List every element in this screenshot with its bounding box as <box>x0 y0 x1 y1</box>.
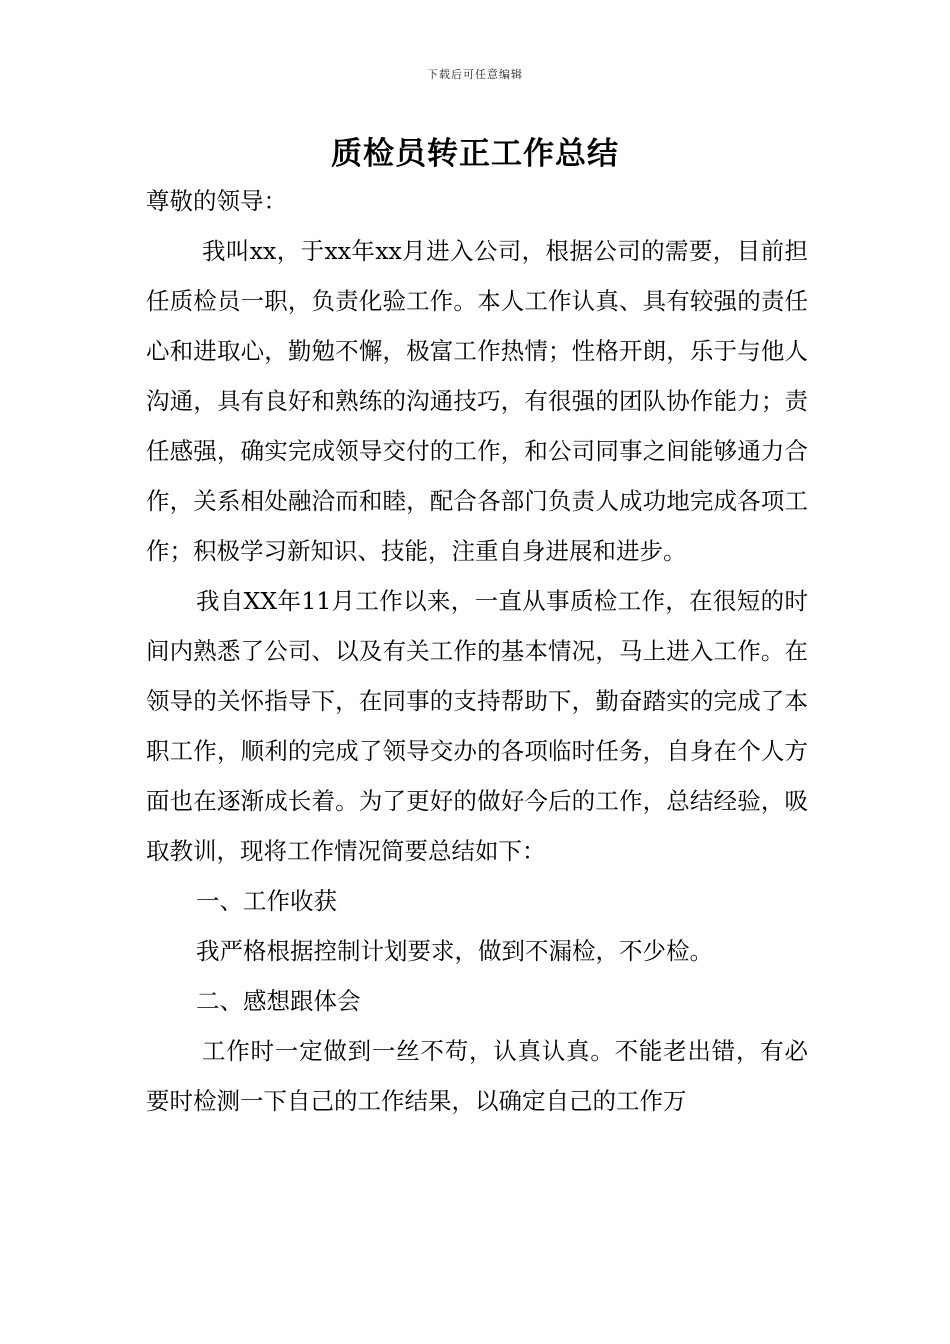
document-body <box>146 176 808 1126</box>
document-title: 质检员转正工作总结 <box>331 136 619 172</box>
section-heading-reflection: 二、感想跟体会 <box>196 987 361 1015</box>
paragraph-reflection: 工作时一定做到一丝不苟，认真认真。不能老出错，有必要时检测一下自己的工作结果，以确定自己的工作万 <box>146 1037 808 1115</box>
paragraph-work-summary: 我自XX年11月工作以来，一直从事质检工作，在很短的时间内熟悉了公司、以及有关工作的基本情况，马上进入工作。在领导的关怀指导下，在同事的支持帮助下，勤奋踏实的完成了本职工作，顺利的完成了领导交办的各项临时任务，自身在个人方面也在逐渐成长着。为了更好的做好今后的工作，总结经验，吸取教训，现将工作情况简要总结如下： <box>146 587 808 865</box>
header-note: 下载后可任意编辑 <box>427 68 523 81</box>
section-heading-harvest: 一、工作收获 <box>196 887 337 915</box>
paragraph-harvest: 我严格根据控制计划要求，做到不漏检，不少检。 <box>196 937 713 965</box>
salutation: 尊敬的领导： <box>146 187 287 215</box>
paragraph-intro: 我叫xx，于xx年xx月进入公司，根据公司的需要，目前担任质检员一职，负责化验工作。本人工作认真、具有较强的责任心和进取心，勤勉不懈，极富工作热情；性格开朗，乐于与他人沟通，具有良好和熟练的沟通技巧，有很强的团队协作能力；责任感强，确实完成领导交付的工作，和公司同事之间能够通力合作，关系相处融洽而和睦，配合各部门负责人成功地完成各项工作；积极学习新知识、技能，注重自身进展和进步。 <box>146 237 808 565</box>
